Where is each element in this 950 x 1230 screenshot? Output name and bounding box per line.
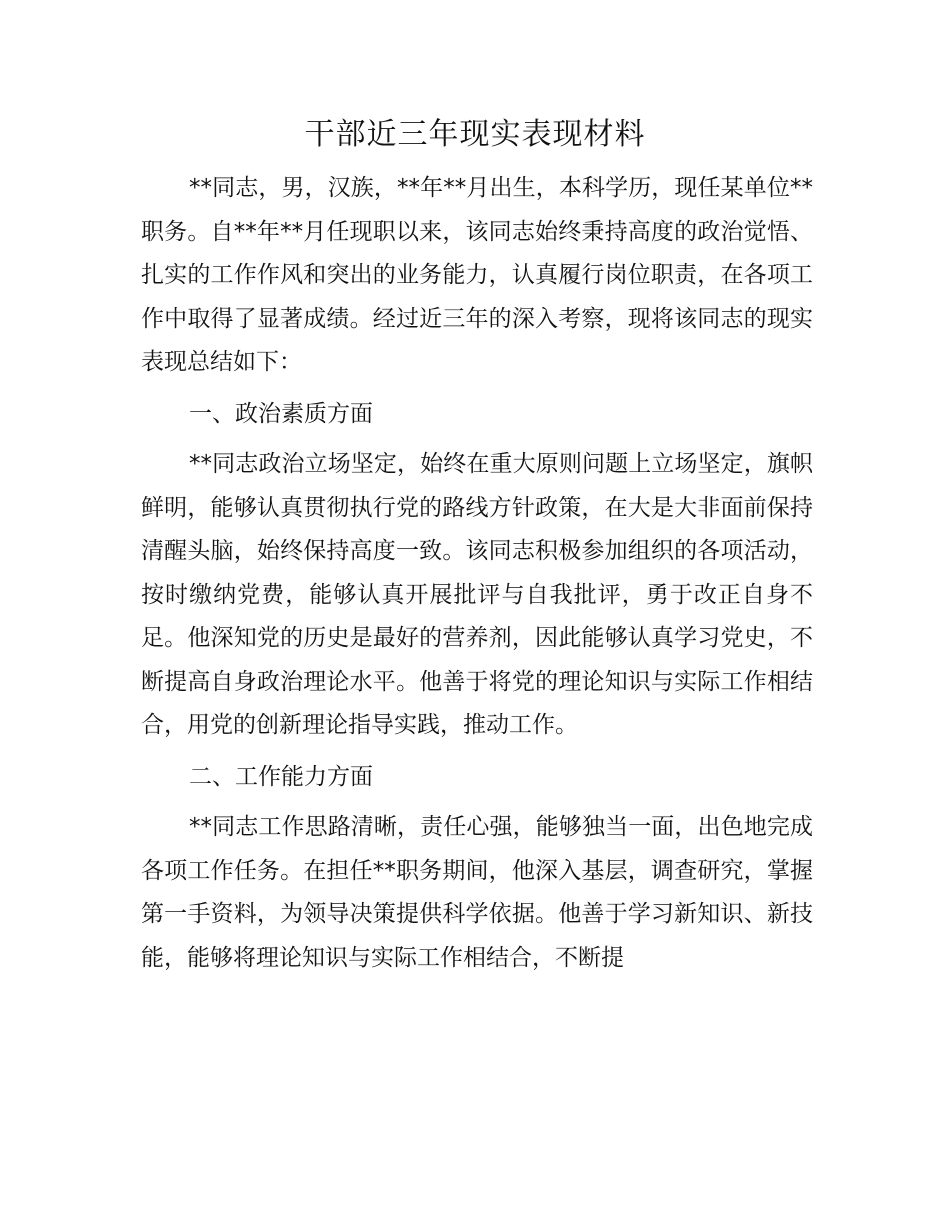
document-body (141, 167, 813, 980)
ability-paragraph: **同志工作思路清晰，责任心强，能够独当一面，出色地完成各项工作任务。在担任**职务期间，他深入基层，调查研究，掌握第一手资料，为领导决策提供科学依据。他善于学习新知识、新技能，能够将理论知识与实际工作相结合，不断提 (141, 814, 813, 971)
intro-paragraph: **同志，男，汉族，**年**月出生，本科学历，现任某单位**职务。自**年**月任现职以来，该同志始终秉持高度的政治觉悟、扎实的工作作风和突出的业务能力，认真履行岗位职责，在各项工作中取得了显著成绩。经过近三年的深入考察，现将该同志的现实表现总结如下： (141, 175, 813, 375)
section-heading-political: 一、政治素质方面 (189, 400, 373, 427)
document-title: 干部近三年现实表现材料 (304, 117, 646, 152)
political-paragraph: **同志政治立场坚定，始终在重大原则问题上立场坚定，旗帜鲜明，能够认真贯彻执行党的路线方针政策，在大是大非面前保持清醒头脑，始终保持高度一致。该同志积极参加组织的各项活动，按时缴纳党费，能够认真开展批评与自我批评，勇于改正自身不足。他深知党的历史是最好的营养剂，因此能够认真学习党史，不断提高自身政治理论水平。他善于将党的理论知识与实际工作相结合，用党的创新理论指导实践，推动工作。 (141, 451, 813, 738)
section-heading-ability: 二、工作能力方面 (189, 763, 373, 790)
